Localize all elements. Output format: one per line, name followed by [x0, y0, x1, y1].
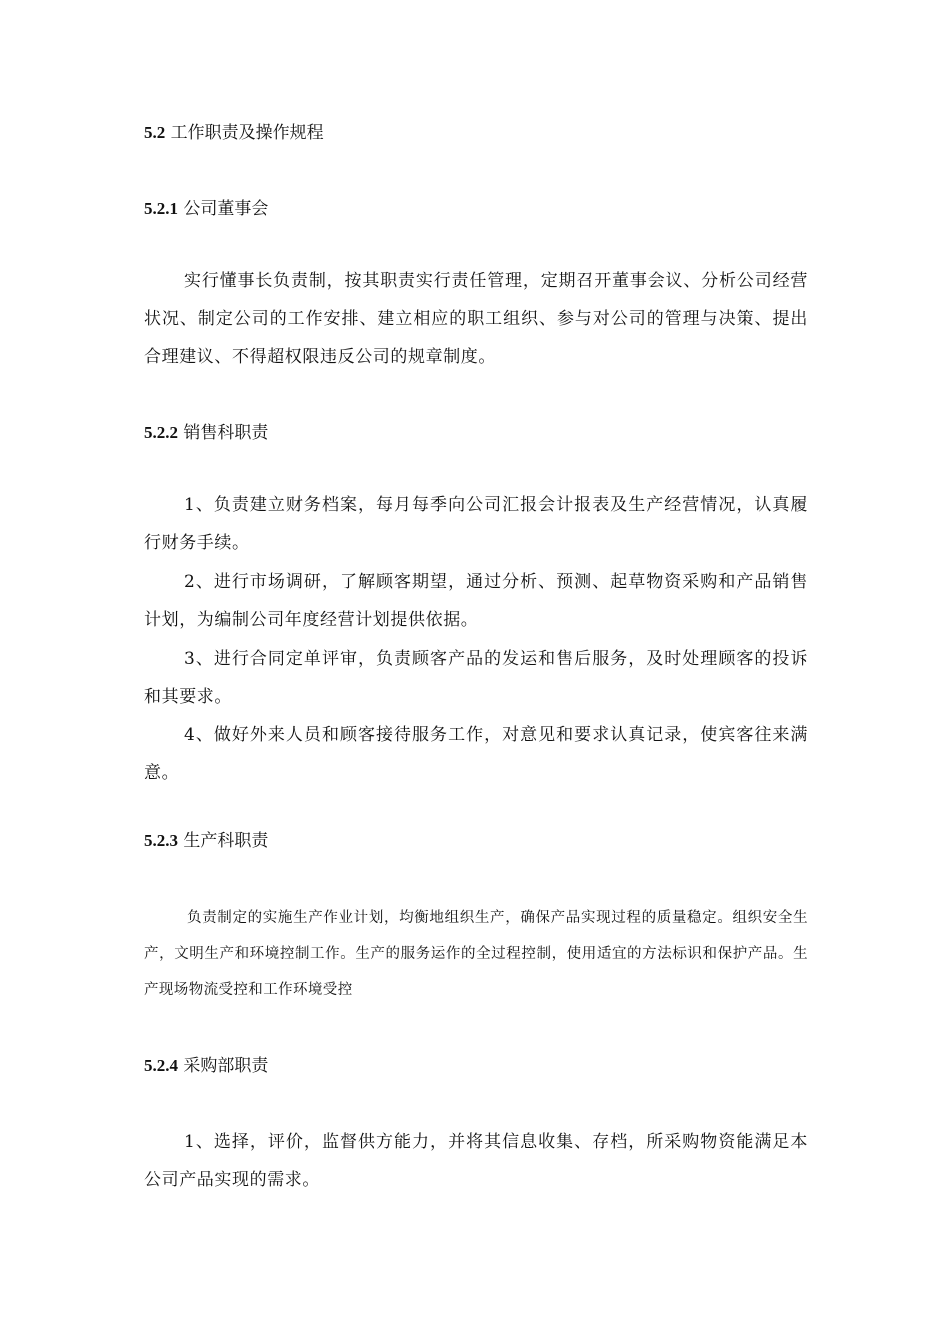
- paragraph-purchasing-1: 1、选择，评价，监督供方能力，并将其信息收集、存档，所采购物资能满足本公司产品实现的需求。: [144, 1132, 808, 1190]
- section-heading-5-2-1: [144, 197, 268, 221]
- section-heading-5-2: [144, 121, 324, 145]
- section-title: 销售科职责: [183, 423, 269, 443]
- paragraph-sales-1: 1、负责建立财务档案，每月每季向公司汇报会计报表及生产经营情况，认真履行财务手续。: [144, 495, 808, 553]
- paragraph-sales-4: 4、做好外来人员和顾客接待服务工作，对意见和要求认真记录，使宾客往来满意。: [144, 725, 808, 783]
- section-number: 5.2.1: [144, 199, 178, 218]
- paragraph-sales-2: 2、进行市场调研，了解顾客期望，通过分析、预测、起草物资采购和产品销售计划，为编制公司年度经营计划提供依据。: [144, 572, 808, 630]
- section-title: 公司董事会: [183, 199, 269, 219]
- section-title: 工作职责及操作规程: [170, 123, 324, 143]
- paragraph-sales-3: 3、进行合同定单评审，负责顾客产品的发运和售后服务，及时处理顾客的投诉和其要求。: [144, 649, 808, 707]
- section-number: 5.2.3: [144, 831, 178, 850]
- section-heading-5-2-2: [144, 421, 268, 445]
- section-heading-5-2-4: [144, 1054, 268, 1078]
- paragraph-board: 实行懂事长负责制，按其职责实行责任管理，定期召开董事会议、分析公司经营状况、制定公司的工作安排、建立相应的职工组织、参与对公司的管理与决策、提出合理建议、不得超权限违反公司的规章制度。: [144, 271, 808, 367]
- paragraph-production: 负责制定的实施生产作业计划，均衡地组织生产，确保产品实现过程的质量稳定。组织安全生产，文明生产和环境控制工作。生产的服务运作的全过程控制，使用适宜的方法标识和保护产品。生产现场物流受控和工作环境受控: [144, 910, 808, 998]
- section-number: 5.2.2: [144, 423, 178, 442]
- section-number: 5.2: [144, 123, 166, 142]
- section-heading-5-2-3: [144, 829, 268, 853]
- section-number: 5.2.4: [144, 1056, 178, 1075]
- section-title: 采购部职责: [183, 1056, 269, 1076]
- section-title: 生产科职责: [183, 831, 269, 851]
